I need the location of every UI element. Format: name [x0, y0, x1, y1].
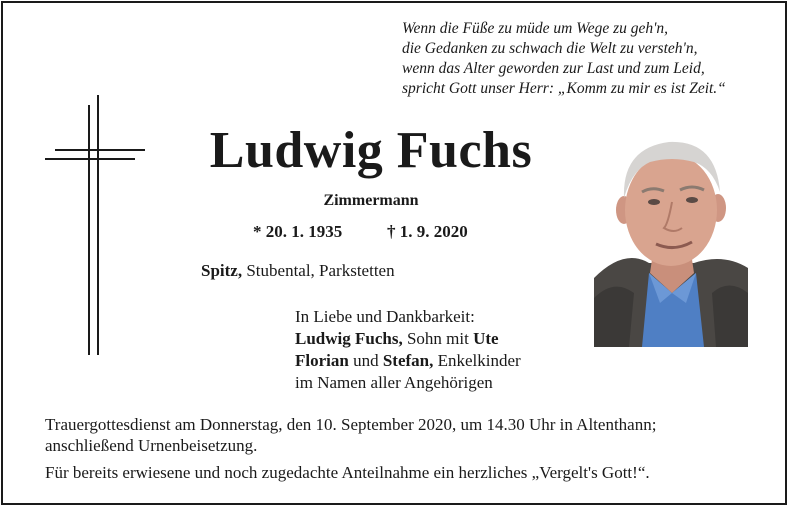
mourners-line-1 [295, 328, 521, 350]
birth-date: * 20. 1. 1935 [253, 222, 343, 241]
place-rest: Stubental, Parkstetten [242, 261, 395, 280]
mourners-line-3: im Namen aller Angehörigen [295, 373, 493, 392]
footer [45, 414, 775, 483]
poem-line: die Gedanken zu schwach die Welt zu versteh'n, [402, 40, 698, 57]
poem-line: wenn das Alter geworden zur Last und zum Leid, [402, 60, 705, 77]
place-main: Spitz, [201, 261, 243, 280]
mourners-block [295, 306, 521, 394]
thanks-line: Für bereits erwiesene und noch zugedachte Anteilnahme ein herzliches „Vergelt's Gott!“. [45, 463, 650, 482]
mourners-intro: In Liebe und Dankbarkeit: [295, 307, 475, 326]
poem-line: spricht Gott unser Herr: „Komm zu mir es ist Zeit.“ [402, 80, 726, 97]
mourners-text: und [348, 351, 383, 370]
service-info-line-2: anschließend Urnenbeisetzung. [45, 436, 258, 455]
poem [402, 19, 762, 99]
mourners-text: Sohn mit [402, 329, 474, 348]
death-date: † 1. 9. 2020 [387, 222, 468, 241]
service-info-line-1: Trauergottesdienst am Donnerstag, den 10. September 2020, um 14.30 Uhr in Altenthann; [45, 415, 657, 434]
mourner-son: Ludwig Fuchs, [295, 329, 403, 348]
places [201, 261, 395, 281]
deceased-name: Ludwig Fuchs [209, 122, 533, 179]
portrait-photo [594, 128, 748, 347]
poem-line: Wenn die Füße zu müde um Wege zu geh'n, [402, 20, 669, 37]
mourner-wife: Ute [473, 329, 499, 348]
mourners-text: Enkelkinder [433, 351, 521, 370]
mourner-grandchild: Stefan, [382, 351, 434, 370]
mourner-grandchild: Florian [295, 351, 349, 370]
deceased-profession: Zimmermann [323, 192, 419, 209]
obituary-notice [1, 1, 787, 505]
mourners-line-2 [295, 350, 521, 372]
cross-icon [45, 93, 147, 355]
portrait-illustration [594, 128, 748, 347]
